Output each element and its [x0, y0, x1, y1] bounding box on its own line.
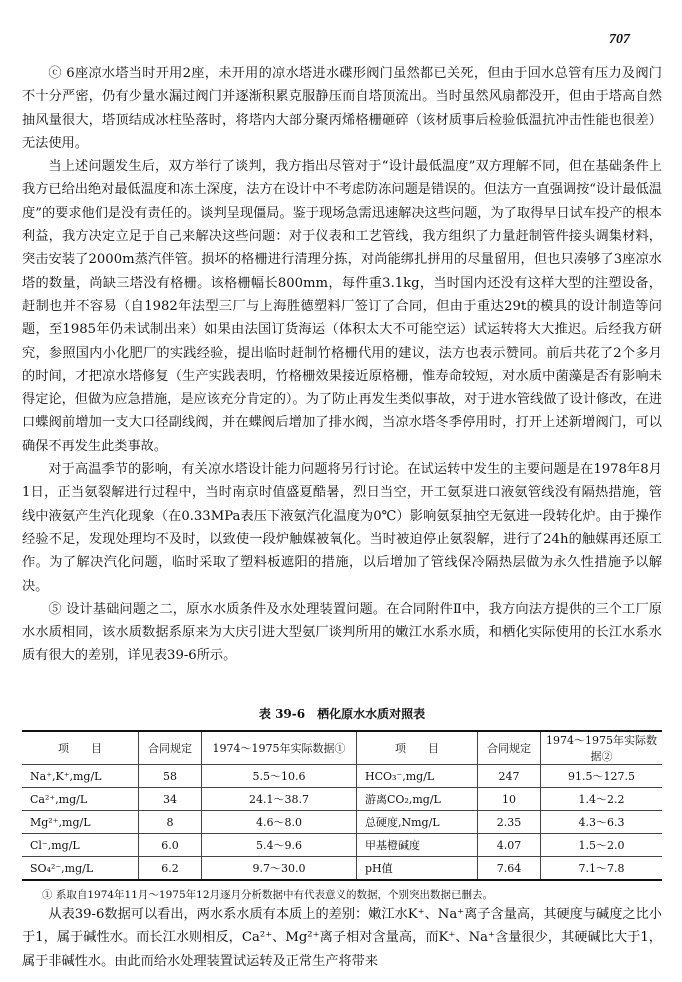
paragraph-1: ⓒ 6座凉水塔当时开用2座，未开用的凉水塔进水碟形阀门虽然都已关死，但由于回水总管有压力及阀门不十分严密，仍有少量水漏过阀门并逐渐积累克服静压而自塔顶流出。当时虽然风扇都没开，但由于塔高自然抽风量很大，塔顶结成冰柱坠落时，将塔内大部分聚丙烯格栅砸碎（该材质事后检验低温抗冲击性能也很差）无法使用。 [22, 66, 662, 151]
table-cell: 5.4～9.6 [202, 834, 357, 857]
table-header: 1974～1975年实际数据② [541, 731, 663, 765]
table-cell: 24.1～38.7 [202, 788, 357, 811]
table-header: 1974～1975年实际数据① [202, 731, 357, 765]
table-cell: 总硬度,Nmg/L [357, 811, 478, 834]
table-cell: 4.6～8.0 [202, 811, 357, 834]
table-cell: HCO₃⁻,mg/L [357, 765, 478, 788]
table-cell: 4.3～6.3 [541, 811, 663, 834]
table-cell: 7.64 [478, 857, 541, 881]
table-cell: 7.1～7.8 [541, 857, 663, 881]
table-title: 表 39-6 栖化原水水质对照表 [258, 707, 426, 721]
bottom-text [22, 903, 662, 973]
paragraph-2: 当上述问题发生后，双方举行了谈判，我方指出尽管对于“设计最低温度”双方理解不同，但在基础条件上我方已给出绝对最低温度和冻土深度，法方在设计中不考虑防冻问题是错误的。但法方一直强调按“设计最低温度”的要求他们是没有责任的。谈判呈现僵局。鉴于现场急需迅速解决这些问题，为了取得早日试车投产的根本利益，我方决定立足于自己来解决这些问题：对于仪表和工艺管线，我方组织了力量赶制管件接头调集材料，突击安装了2000m蒸汽伴管。损坏的格栅进行清理分拣，对尚能绑扎拼用的尽量留用，但也只凑够了3座凉水塔的数量，尚缺三塔没有格栅。该格栅幅长800mm，每件重3.1kg，当时国内还没有这样大型的注塑设备，赶制也并不容易（自1982年法型三厂与上海胜德塑料厂签订了合同，但由于重达29t的模具的设计制造等问题，至1985年仍未试制出来）如果由法国订货海运（体积太大不可能空运）试运转将大大推迟。后经我方研究，参照国内小化肥厂的实践经验，提出临时赶制竹格栅代用的建议，法方也表示赞同。前后共花了2个多月的时间，才把凉水塔修复（生产实践表明，竹格栅效果接近原格栅，惟寿命较短，对水质中菌藻是否有影响未得定论，但做为应急措施，是应该充分肯定的）。为了防止再发生类似事故，对于进水管线做了设计修改，在进口蝶阀前增加一支大口径副线阀，并在蝶阀后增加了排水阀，当凉水塔冬季停用时，打开上述新增阀门，可以确保不再发生此类事故。 [22, 159, 662, 454]
table-row [22, 834, 662, 857]
table-cell: 游离CO₂,mg/L [357, 788, 478, 811]
table-header-row [22, 731, 662, 765]
table-row [22, 765, 662, 788]
table-cell: 2.35 [478, 811, 541, 834]
table-cell: 91.5～127.5 [541, 765, 663, 788]
table-cell: Mg²⁺,mg/L [22, 811, 139, 834]
table-header: 合同规定 [139, 731, 202, 765]
table-header: 合同规定 [478, 731, 541, 765]
table-cell: 6.0 [139, 834, 202, 857]
table-cell: Ca²⁺,mg/L [22, 788, 139, 811]
table-cell: 4.07 [478, 834, 541, 857]
paragraph-3: 对于高温季节的影响，有关凉水塔设计能力问题将另行讨论。在试运转中发生的主要问题是在1978年8月1日，正当氨裂解进行过程中，当时南京时值盛夏酷暑，烈日当空，开工氨泵进口液氨管线没有隔热措施，管线中液氨产生汽化现象（在0.33MPa表压下液氨汽化温度为0℃）影响氨泵抽空无氨进一段转化炉。由于操作经验不足，发现处理均不及时，以致使一段炉触媒被氧化。当时被迫停止氨裂解，进行了24h的触媒再还原工作。为了解决汽化问题，临时采取了塑料板遮阳的措施，以后增加了管线保冷隔热层做为永久性措施予以解决。 [22, 462, 662, 594]
table-footnote: ① 系取自1974年11月～1975年12月逐月分析数据中有代表意义的数据，个别突出数据已删去。 [42, 889, 494, 901]
table-cell: 1.5～2.0 [541, 834, 663, 857]
table-cell: 58 [139, 765, 202, 788]
table-cell: 甲基橙碱度 [357, 834, 478, 857]
table-row [22, 788, 662, 811]
water-quality-table-block [22, 705, 662, 902]
water-quality-table [22, 730, 662, 881]
table-row [22, 811, 662, 834]
table-row [22, 857, 662, 881]
table-header: 项 目 [357, 731, 478, 765]
table-cell: 5.5～10.6 [202, 765, 357, 788]
table-cell: Na⁺,K⁺,mg/L [22, 765, 139, 788]
table-cell: pH值 [357, 857, 478, 881]
page-number: 707 [609, 32, 630, 47]
paragraph-5: 从表39-6数据可以看出，两水系水质有本质上的差别：嫩江水K⁺、Na⁺离子含量高，其硬度与碱度之比小于1，属于碱性水。而长江水则相反，Ca²⁺、Mg²⁺离子相对含量高，而K⁺、Na⁺含量很少，其硬碱比大于1，属于非碱性水。由此而给水处理装置试运转及正常生产将带来 [22, 907, 662, 969]
table-cell: 9.7～30.0 [202, 857, 357, 881]
table-cell: 10 [478, 788, 541, 811]
main-text [22, 62, 662, 668]
table-cell: 247 [478, 765, 541, 788]
table-cell: Cl⁻,mg/L [22, 834, 139, 857]
table-cell: 1.4～2.2 [541, 788, 663, 811]
table-cell: SO₄²⁻,mg/L [22, 857, 139, 881]
table-cell: 8 [139, 811, 202, 834]
table-header: 项 目 [22, 731, 139, 765]
paragraph-4: ⑤ 设计基础问题之二，原水水质条件及水处理装置问题。在合同附件Ⅱ中，我方向法方提供的三个工厂原水水质相同，该水质数据系原来为大庆引进大型氨厂谈判所用的嫩江水系水质，和栖化实际使用的长江水系水质有很大的差别，详见表39-6所示。 [22, 601, 662, 664]
table-cell: 6.2 [139, 857, 202, 881]
table-cell: 34 [139, 788, 202, 811]
